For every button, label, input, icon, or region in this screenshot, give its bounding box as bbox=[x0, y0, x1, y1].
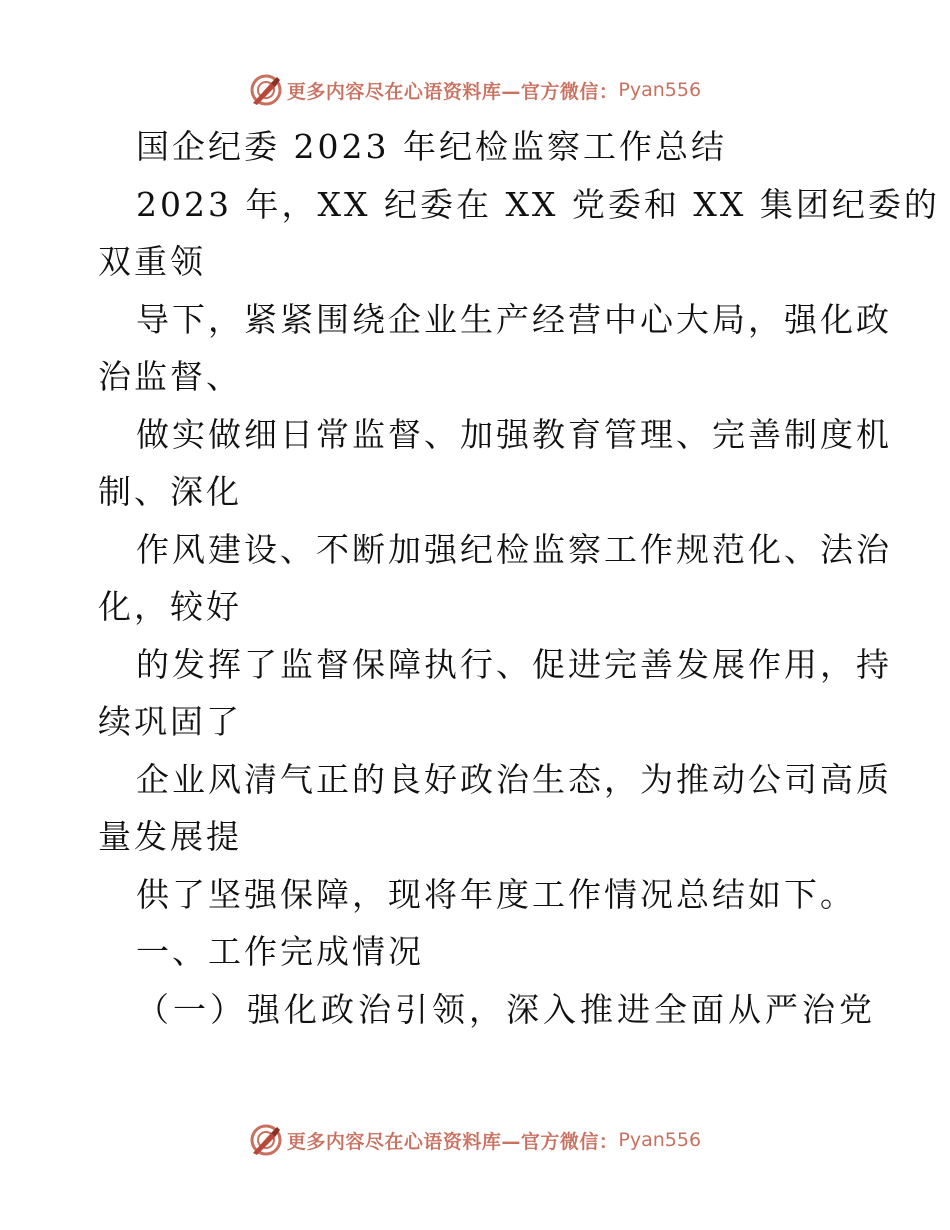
watermark-banner-bottom bbox=[0, 1120, 950, 1160]
watermark-wechat-id: Pyan556 bbox=[618, 1129, 702, 1151]
document-title: 国企纪委 2023 年纪检监察工作总结 bbox=[136, 127, 727, 166]
pen-logo-icon bbox=[249, 1123, 283, 1157]
watermark-text: 更多内容尽在心语资料库—官方微信： bbox=[286, 1130, 619, 1153]
paragraph-line: 作风建设、不断加强纪检监察工作规范化、法治 bbox=[136, 529, 892, 569]
watermark-banner-top bbox=[0, 70, 950, 110]
paragraph-line: 做实做细日常监督、加强教育管理、完善制度机 bbox=[136, 414, 892, 454]
paragraph-line: 量发展提 bbox=[98, 817, 242, 856]
paragraph-line: 双重领 bbox=[98, 242, 206, 281]
paragraph-line: 化，较好 bbox=[98, 587, 242, 626]
paragraph-line: 治监督、 bbox=[98, 357, 242, 396]
paragraph-line: 供了坚强保障，现将年度工作情况总结如下。 bbox=[136, 874, 856, 914]
paragraph-line: 导下，紧紧围绕企业生产经营中心大局，强化政 bbox=[136, 299, 892, 339]
paragraph-line: 2023 年，XX 纪委在 XX 党委和 XX 集团纪委的 bbox=[136, 184, 940, 224]
paragraph-line: 企业风清气正的良好政治生态，为推动公司高质 bbox=[136, 759, 892, 799]
watermark-wechat-id: Pyan556 bbox=[618, 79, 702, 101]
paragraph-line: 续巩固了 bbox=[98, 702, 242, 741]
pen-logo-icon bbox=[249, 73, 283, 107]
paragraph-line: 制、深化 bbox=[98, 472, 242, 511]
watermark-text: 更多内容尽在心语资料库—官方微信： bbox=[286, 80, 619, 103]
document-body bbox=[98, 118, 940, 1038]
subsection-heading: （一）强化政治引领，深入推进全面从严治党 bbox=[136, 989, 876, 1029]
paragraph-line: 的发挥了监督保障执行、促进完善发展作用，持 bbox=[136, 644, 892, 684]
section-heading: 一、工作完成情况 bbox=[136, 932, 424, 971]
